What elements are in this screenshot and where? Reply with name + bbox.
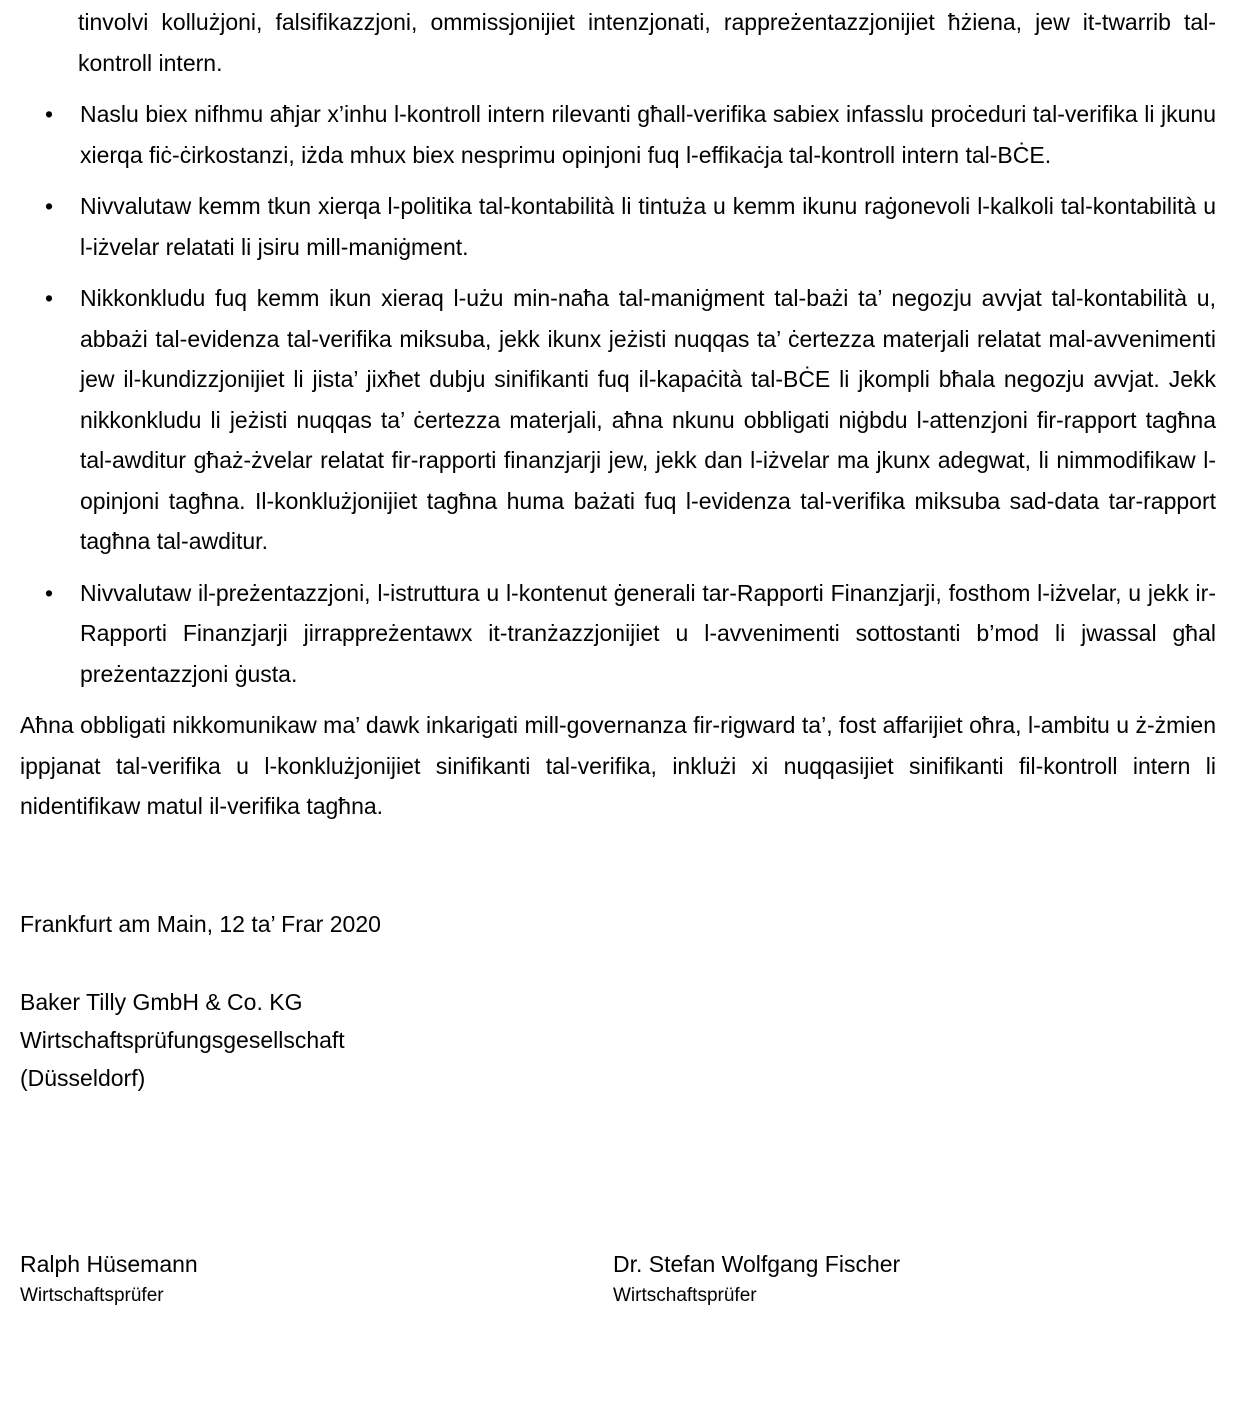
bullet-text: Nikkonkludu fuq kemm ikun xieraq l-użu min-naħa tal-maniġment tal-bażi ta’ negozju avvjat tal-kontabilità u, abbażi tal-evidenza tal-verifika miksuba, jekk ikunx jeżisti nuqqas ta’ ċertezza materjali relatat mal-avvenimenti jew il-kundizzjonijiet li jista’ jixħet dubju sinifikanti fuq il-kapaċità tal-BĊE li jkompli bħala negozju avvjat. Jekk nikkonkludu li jeżisti nuqqas ta’ ċertezza materjali, aħna nkunu obbligati niġbdu l-attenzjoni fir-rapport tagħna tal-awditur għaż-żvelar relatat fir-rapporti finanzjarji jew, jekk dan l-iżvelar ma jkunx adegwat, li nimmodifikaw l-opinjoni tagħna. Il-konklużjonijiet tagħna huma bażati fuq l-evidenza tal-verifika miksuba sad-data tar-rapport tagħna tal-awditur.	[80, 285, 1216, 554]
bullet-text: Naslu biex nifhmu aħjar x’inhu l-kontroll intern rilevanti għall-verifika sabiex infasslu proċeduri tal-verifika li jkunu xierqa fiċ-ċirkostanzi, iżda mhux biex nesprimu opinjoni fuq l-effikaċja tal-kontroll intern tal-BĊE.	[80, 101, 1216, 168]
closing-paragraph: Aħna obbligati nikkomunikaw ma’ dawk inkarigati mill-governanza fir-rigward ta’, fost affarijiet oħra, l-ambitu u ż-żmien ippjanat tal-verifika u l-konklużjonijiet sinifikanti tal-verifika, inklużi xi nuqqasijiet sinifikanti fil-kontroll intern li nidentifikaw matul il-verifika tagħna.	[20, 712, 1216, 819]
signatory-left	[20, 1246, 613, 1309]
bullet-marker: •	[45, 285, 54, 311]
firm-city: (Düsseldorf)	[20, 1065, 146, 1091]
signature-row	[20, 1246, 1216, 1309]
firm-block	[20, 983, 1216, 1097]
bullet-item-internal-control	[20, 94, 1216, 175]
paragraph-continuation: tinvolvi kollużjoni, falsifikazzjoni, ommissjonijiet intenzjonati, rappreżentazzjonijiet ħżiena, jew it-twarrib tal-kontroll intern.	[78, 9, 1216, 76]
bullet-marker: •	[45, 101, 54, 127]
signatory-title: Wirtschaftsprüfer	[613, 1285, 757, 1306]
firm-type: Wirtschaftsprüfungsgesellschaft	[20, 1027, 345, 1053]
bullet-text: Nivvalutaw kemm tkun xierqa l-politika tal-kontabilità li tintuża u kemm ikunu raġonevoli l-kalkoli tal-kontabilità u l-iżvelar relatati li jsiru mill-maniġment.	[80, 193, 1216, 260]
dateline: Frankfurt am Main, 12 ta’ Frar 2020	[20, 910, 381, 937]
signatory-name: Dr. Stefan Wolfgang Fischer	[613, 1251, 901, 1277]
signatory-right	[613, 1246, 1216, 1309]
bullet-text: Nivvalutaw il-preżentazzjoni, l-istruttura u l-kontenut ġenerali tar-Rapporti Finanzjarji, fosthom l-iżvelar, u jekk ir-Rapporti Finanzjarji jirrappreżentawx it-tranżazzjonijiet u l-avvenimenti sottostanti b’mod li jwassal għal preżentazzjoni ġusta.	[80, 579, 1216, 687]
signatory-title: Wirtschaftsprüfer	[20, 1285, 164, 1306]
bullet-item-accounting-policy	[20, 186, 1216, 267]
bullet-marker: •	[45, 579, 54, 606]
signatory-name: Ralph Hüsemann	[20, 1251, 198, 1277]
bullet-item-presentation	[20, 573, 1216, 695]
firm-name: Baker Tilly GmbH & Co. KG	[20, 989, 303, 1015]
bullet-item-going-concern	[20, 278, 1216, 562]
bullet-marker: •	[45, 193, 54, 219]
